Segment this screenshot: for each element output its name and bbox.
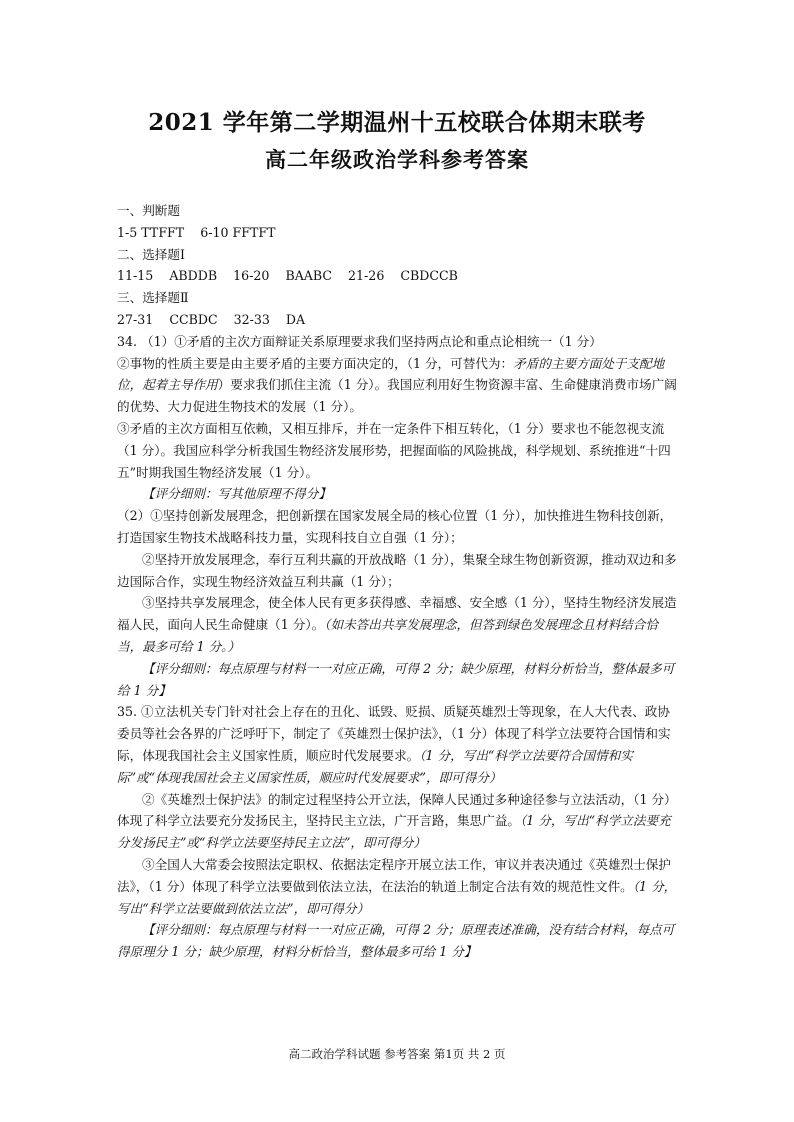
q34-part2-point3-note: （如未答出共享发展理念，但答到绿色发展理念且材料结合恰当，最多可给 1 分。） xyxy=(117,617,658,654)
q34-part1-point3: ③矛盾的主次方面相互依赖，又相互排斥，并在一定条件下相互转化，（1 分）要求也不能忽视支流（1 分）。我国应科学分析我国生物经济发展形势，把握面临的风险挑战，科学规划、系统推进“十四五”时期我国生物经济发展（1 分）。 xyxy=(117,420,671,480)
q34-point2-text-b: ）要求我们抓住主流（1 分）。我国应利用好生物资源丰富、生命健康消费市场广阔的优势、大力促进生物技术的发展（1 分）。 xyxy=(117,377,677,415)
q34-part1-point2 xyxy=(117,353,680,418)
q34-part2-point1: （2）①坚持创新发展理念，把创新摆在国家发展全局的核心位置（1 分），加快推进生物科技创新，打造国家生物技术战略科技力量，实现科技自立自强（1 分）； xyxy=(117,508,673,545)
q34-part2-point2: ②坚持开放发展理念，奉行互利共赢的开放战略（1 分），集聚全球生物创新资源，推动双边和多边国际合作，实现生物经济效益互利共赢（1 分）； xyxy=(117,551,677,589)
q34-part2-point3-text: ③坚持共享发展理念，使全体人民有更多获得感、幸福感、安全感（1 分），坚持生物经济发展造福人民，面向人民生命健康（1 分）。 xyxy=(117,595,677,633)
q35-point1-note: （1 分，写出“科学立法要符合国情和实际”或“体现我国社会主义国家性质，顺应时代发展要求”，即可得分） xyxy=(117,747,633,785)
section-title-choice-2: 三、选择题Ⅱ xyxy=(117,290,189,306)
choice-2-answers: 27-31 CCBDC 32-33 DA xyxy=(117,311,306,327)
page-title: 2021 学年第二学期温州十五校联合体期末联考 xyxy=(148,109,646,136)
section-title-judgement: 一、判断题 xyxy=(117,203,180,218)
q34-point2-note: 矛盾的主要方面处于支配地位，起着主导作用 xyxy=(117,355,665,393)
q34-point2-text: ②事物的性质主要是由主要矛盾的主要方面决定的，（1 分，可替代为： xyxy=(117,355,514,371)
answer-body xyxy=(117,200,680,963)
q35-point2 xyxy=(117,789,680,854)
judgement-answers: 1-5 TTFFT 6-10 FFTFT xyxy=(117,224,276,240)
q35-point2-note: （1 分，写出“科学立法要充分发扬民主”或“科学立法要坚持民主立法”，即可得分） xyxy=(117,813,671,851)
page-footer: 高二政治学科试题 参考答案 第1页 共 2 页 xyxy=(288,1047,506,1061)
q35-point3 xyxy=(117,854,680,919)
q34-scoring-note-2: 【评分细则：每点原理与材料一一对应正确，可得 2 分；缺少原理，材料分析恰当，整体最多可给 1 分】 xyxy=(117,660,675,698)
q34-part1-point1: 34. （1）①矛盾的主次方面辩证关系原理要求我们坚持两点论和重点论相统一（1 分） xyxy=(117,333,602,349)
q35-point1-text: 35. ①立法机关专门针对社会上存在的丑化、诋毁、贬损、质疑英雄烈士等现象，在人大代表、政协委员等社会各界的广泛呼吁下，制定了《英雄烈士保护法》，（1 分）体现了科学立法要符合国情和实际，体现我国社会主义国家性质，顺应时代发展要求。 xyxy=(117,704,671,763)
choice-1-answers: 11-15 ABDDB 16-20 BAABC 21-26 CBDCCB xyxy=(117,268,458,284)
q35-point1 xyxy=(117,701,680,788)
q34-part2-point3 xyxy=(117,592,680,657)
q35-point3-note: （1 分，写出“科学立法要做到依法立法”，即可得分） xyxy=(117,878,677,916)
section-title-choice-1: 二、选择题Ⅰ xyxy=(117,246,185,262)
q35-point3-text: ③全国人大常委会按照法定职权、依据法定程序开展立法工作，审议并表决通过《英雄烈士保护法》，（1 分）体现了科学立法要做到依法立法，在法治的轨道上制定合法有效的规范性文件。 xyxy=(117,856,671,894)
page-subtitle: 高二年级政治学科参考答案 xyxy=(265,147,529,172)
q34-scoring-note-1: 【评分细则：写其他原理不得分】 xyxy=(142,486,331,502)
q35-scoring-note: 【评分细则：每点原理与材料一一对应正确，可得 2 分；原理表述准确，没有结合材料，每点可得原理分 1 分；缺少原理，材料分析恰当，整体最多可给 1 分】 xyxy=(117,922,675,960)
q35-point2-text: ②《英雄烈士保护法》的制定过程坚持公开立法，保障人民通过多种途径参与立法活动，（1 分）体现了科学立法要充分发扬民主，坚持民主立法，广开言路，集思广益。 xyxy=(117,791,677,829)
